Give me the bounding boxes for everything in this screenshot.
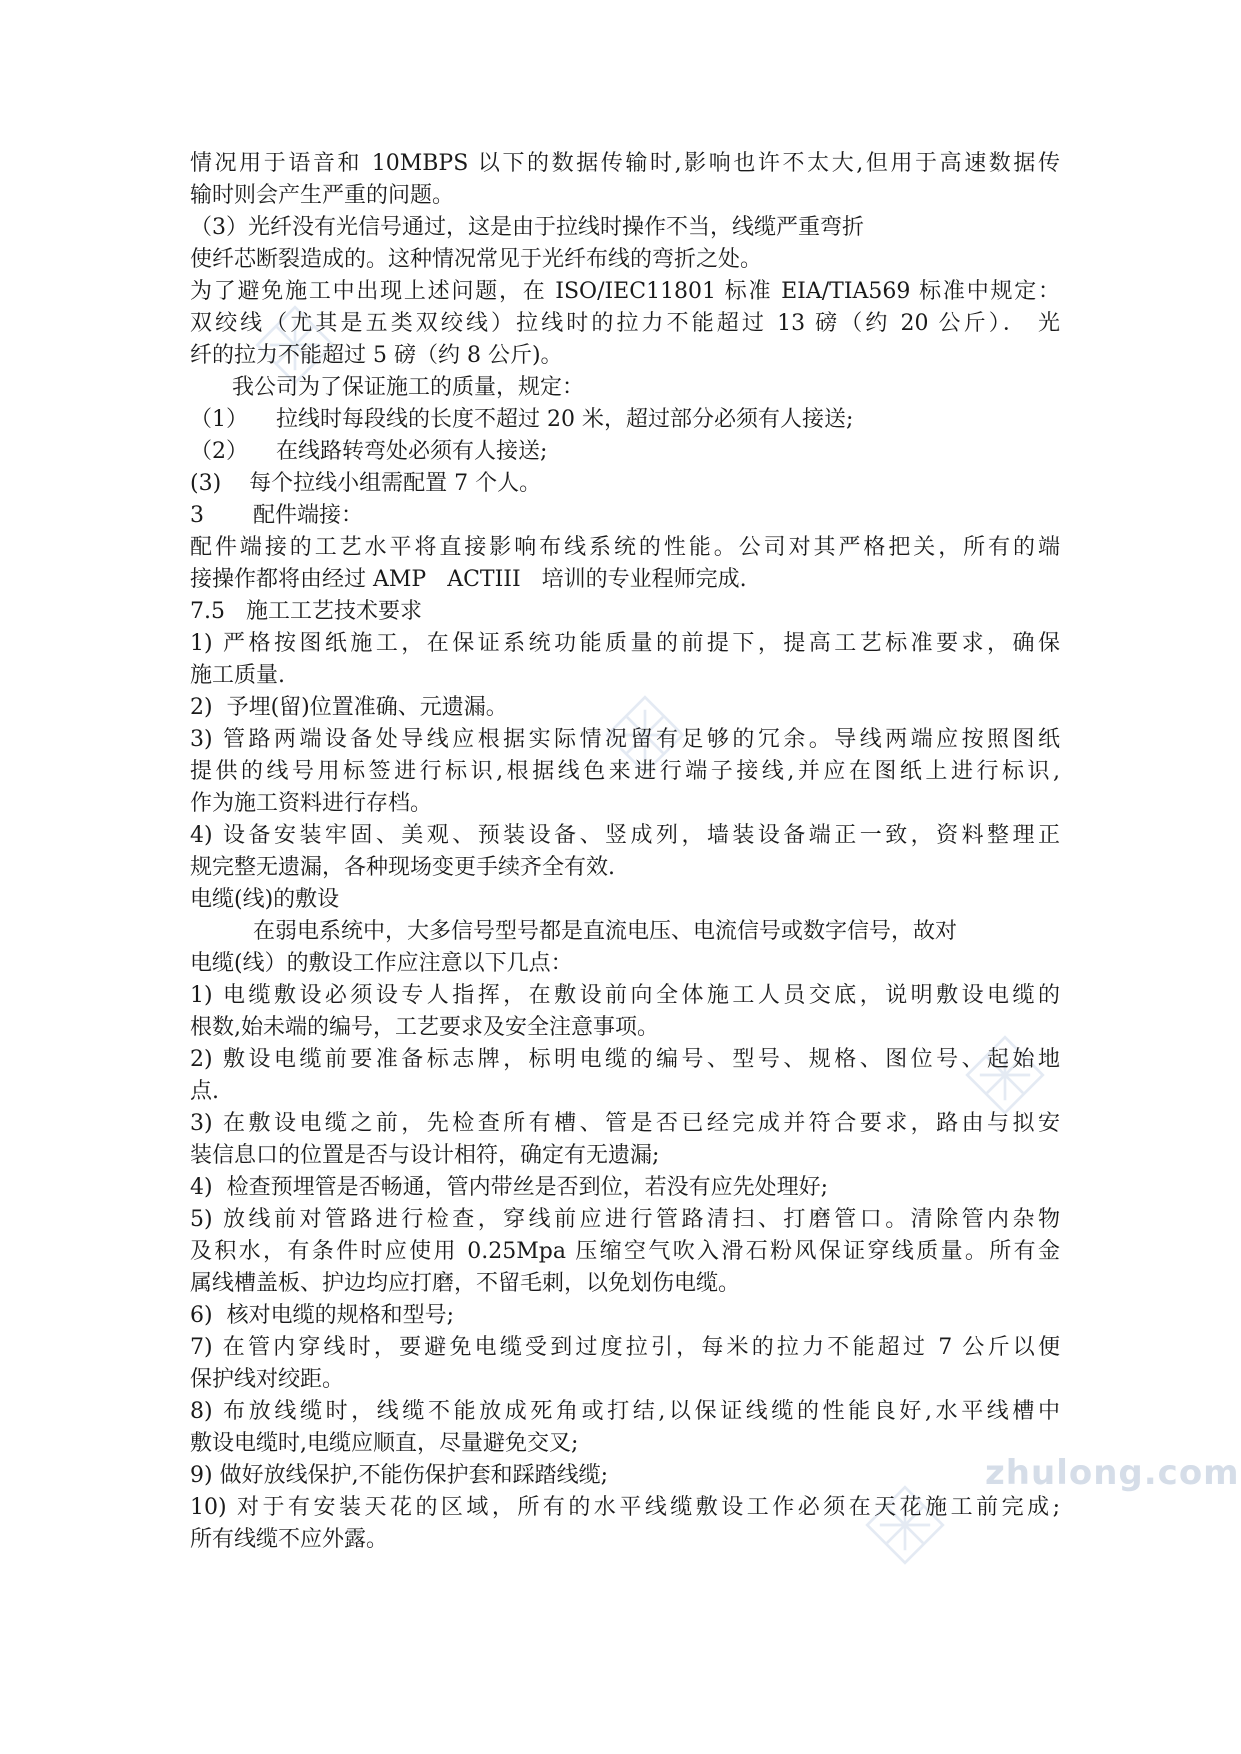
- text-line: 纤的拉力不能超过 5 磅（约 8 公斤)。: [190, 343, 563, 368]
- list-item: 1) 电缆敷设必须设专人指挥，在敷设前向全体施工人员交底，说明敷设电缆的: [190, 983, 1060, 1008]
- text-line: 使纤芯断裂造成的。这种情况常见于光纤布线的弯折之处。: [190, 247, 763, 272]
- list-item: 3) 在敷设电缆之前，先检查所有槽、管是否已经完成并符合要求，路由与拟安: [190, 1111, 1060, 1136]
- text-line: 根数,始未端的编号，工艺要求及安全注意事项。: [190, 1015, 659, 1040]
- text-line: （3）光纤没有光信号通过，这是由于拉线时操作不当，线缆严重弯折: [190, 215, 864, 240]
- list-item: 9) 做好放线保护,不能伤保护套和踩踏线缆;: [190, 1463, 608, 1488]
- list-item: （2） 在线路转弯处必须有人接送;: [190, 439, 548, 464]
- watermark-text: zhulong.com: [985, 1453, 1240, 1493]
- list-item: 7) 在管内穿线时，要避免电缆受到过度拉引，每米的拉力不能超过 7 公斤以便: [190, 1335, 1060, 1360]
- text-line: 装信息口的位置是否与设计相符，确定有无遗漏;: [190, 1143, 660, 1168]
- text-line: 及积水，有条件时应使用 0.25Mpa 压缩空气吹入滑石粉风保证穿线质量。所有金: [190, 1239, 1060, 1264]
- text-line: 点.: [190, 1079, 219, 1104]
- list-item: (3) 每个拉线小组需配置 7 个人。: [190, 471, 542, 496]
- document-body: [190, 148, 1060, 1556]
- section-heading: 3 配件端接：: [190, 503, 363, 528]
- list-item: 2) 予埋(留)位置准确、元遗漏。: [190, 695, 508, 720]
- list-item: 6) 核对电缆的规格和型号;: [190, 1303, 454, 1328]
- text-line: 保护线对绞距。: [190, 1367, 345, 1392]
- text-line: 施工质量.: [190, 663, 285, 688]
- text-line: 电缆(线）的敷设工作应注意以下几点：: [190, 951, 573, 976]
- text-line: 所有线缆不应外露。: [190, 1527, 389, 1552]
- text-line: 在弱电系统中，大多信号型号都是直流电压、电流信号或数字信号，故对: [190, 919, 957, 944]
- list-item: 3) 管路两端设备处导线应根据实际情况留有足够的冗余。导线两端应按照图纸: [190, 727, 1060, 752]
- section-heading: 电缆(线)的敷设: [190, 887, 340, 912]
- text-line: 属线槽盖板、护边均应打磨，不留毛刺，以免划伤电缆。: [190, 1271, 741, 1296]
- list-item: 4) 设备安装牢固、美观、预装设备、竖成列，墙装设备端正一致，资料整理正: [190, 823, 1060, 848]
- list-item: 2) 敷设电缆前要准备标志牌，标明电缆的编号、型号、规格、图位号、起始地: [190, 1047, 1060, 1072]
- list-item: 5) 放线前对管路进行检查，穿线前应进行管路清扫、打磨管口。清除管内杂物: [190, 1207, 1060, 1232]
- text-line: 敷设电缆时,电缆应顺直，尽量避免交叉;: [190, 1431, 579, 1456]
- text-line: 情况用于语音和 10MBPS 以下的数据传输时,影响也许不太大,但用于高速数据传: [190, 151, 1060, 176]
- list-item: （1） 拉线时每段线的长度不超过 20 米，超过部分必须有人接送;: [190, 407, 854, 432]
- text-line: 为了避免施工中出现上述问题，在 ISO/IEC11801 标准 EIA/TIA569 标准中规定：: [190, 279, 1060, 304]
- text-line: 配件端接的工艺水平将直接影响布线系统的性能。公司对其严格把关，所有的端: [190, 535, 1060, 560]
- text-line: 我公司为了保证施工的质量，规定：: [190, 375, 584, 400]
- text-line: 作为施工资料进行存档。: [190, 791, 433, 816]
- text-line: 提供的线号用标签进行标识,根据线色来进行端子接线,并应在图纸上进行标识,: [190, 759, 1060, 784]
- list-item: 10) 对于有安装天花的区域，所有的水平线缆敷设工作必须在天花施工前完成;: [190, 1495, 1060, 1520]
- text-line: 输时则会产生严重的问题。: [190, 183, 455, 208]
- text-line: 双绞线（尤其是五类双绞线）拉线时的拉力不能超过 13 磅（约 20 公斤）． 光: [190, 311, 1060, 336]
- list-item: 1) 严格按图纸施工，在保证系统功能质量的前提下，提高工艺标准要求，确保: [190, 631, 1060, 656]
- text-line: 规完整无遗漏，各种现场变更手续齐全有效.: [190, 855, 615, 880]
- list-item: 4) 检查预埋管是否畅通，管内带丝是否到位，若没有应先处理好;: [190, 1175, 828, 1200]
- text-line: 接操作都将由经过 AMP ACTIII 培训的专业程师完成.: [190, 567, 747, 592]
- section-heading: 7.5 施工工艺技术要求: [190, 599, 422, 624]
- list-item: 8) 布放线缆时，线缆不能放成死角或打结,以保证线缆的性能良好,水平线槽中: [190, 1399, 1060, 1424]
